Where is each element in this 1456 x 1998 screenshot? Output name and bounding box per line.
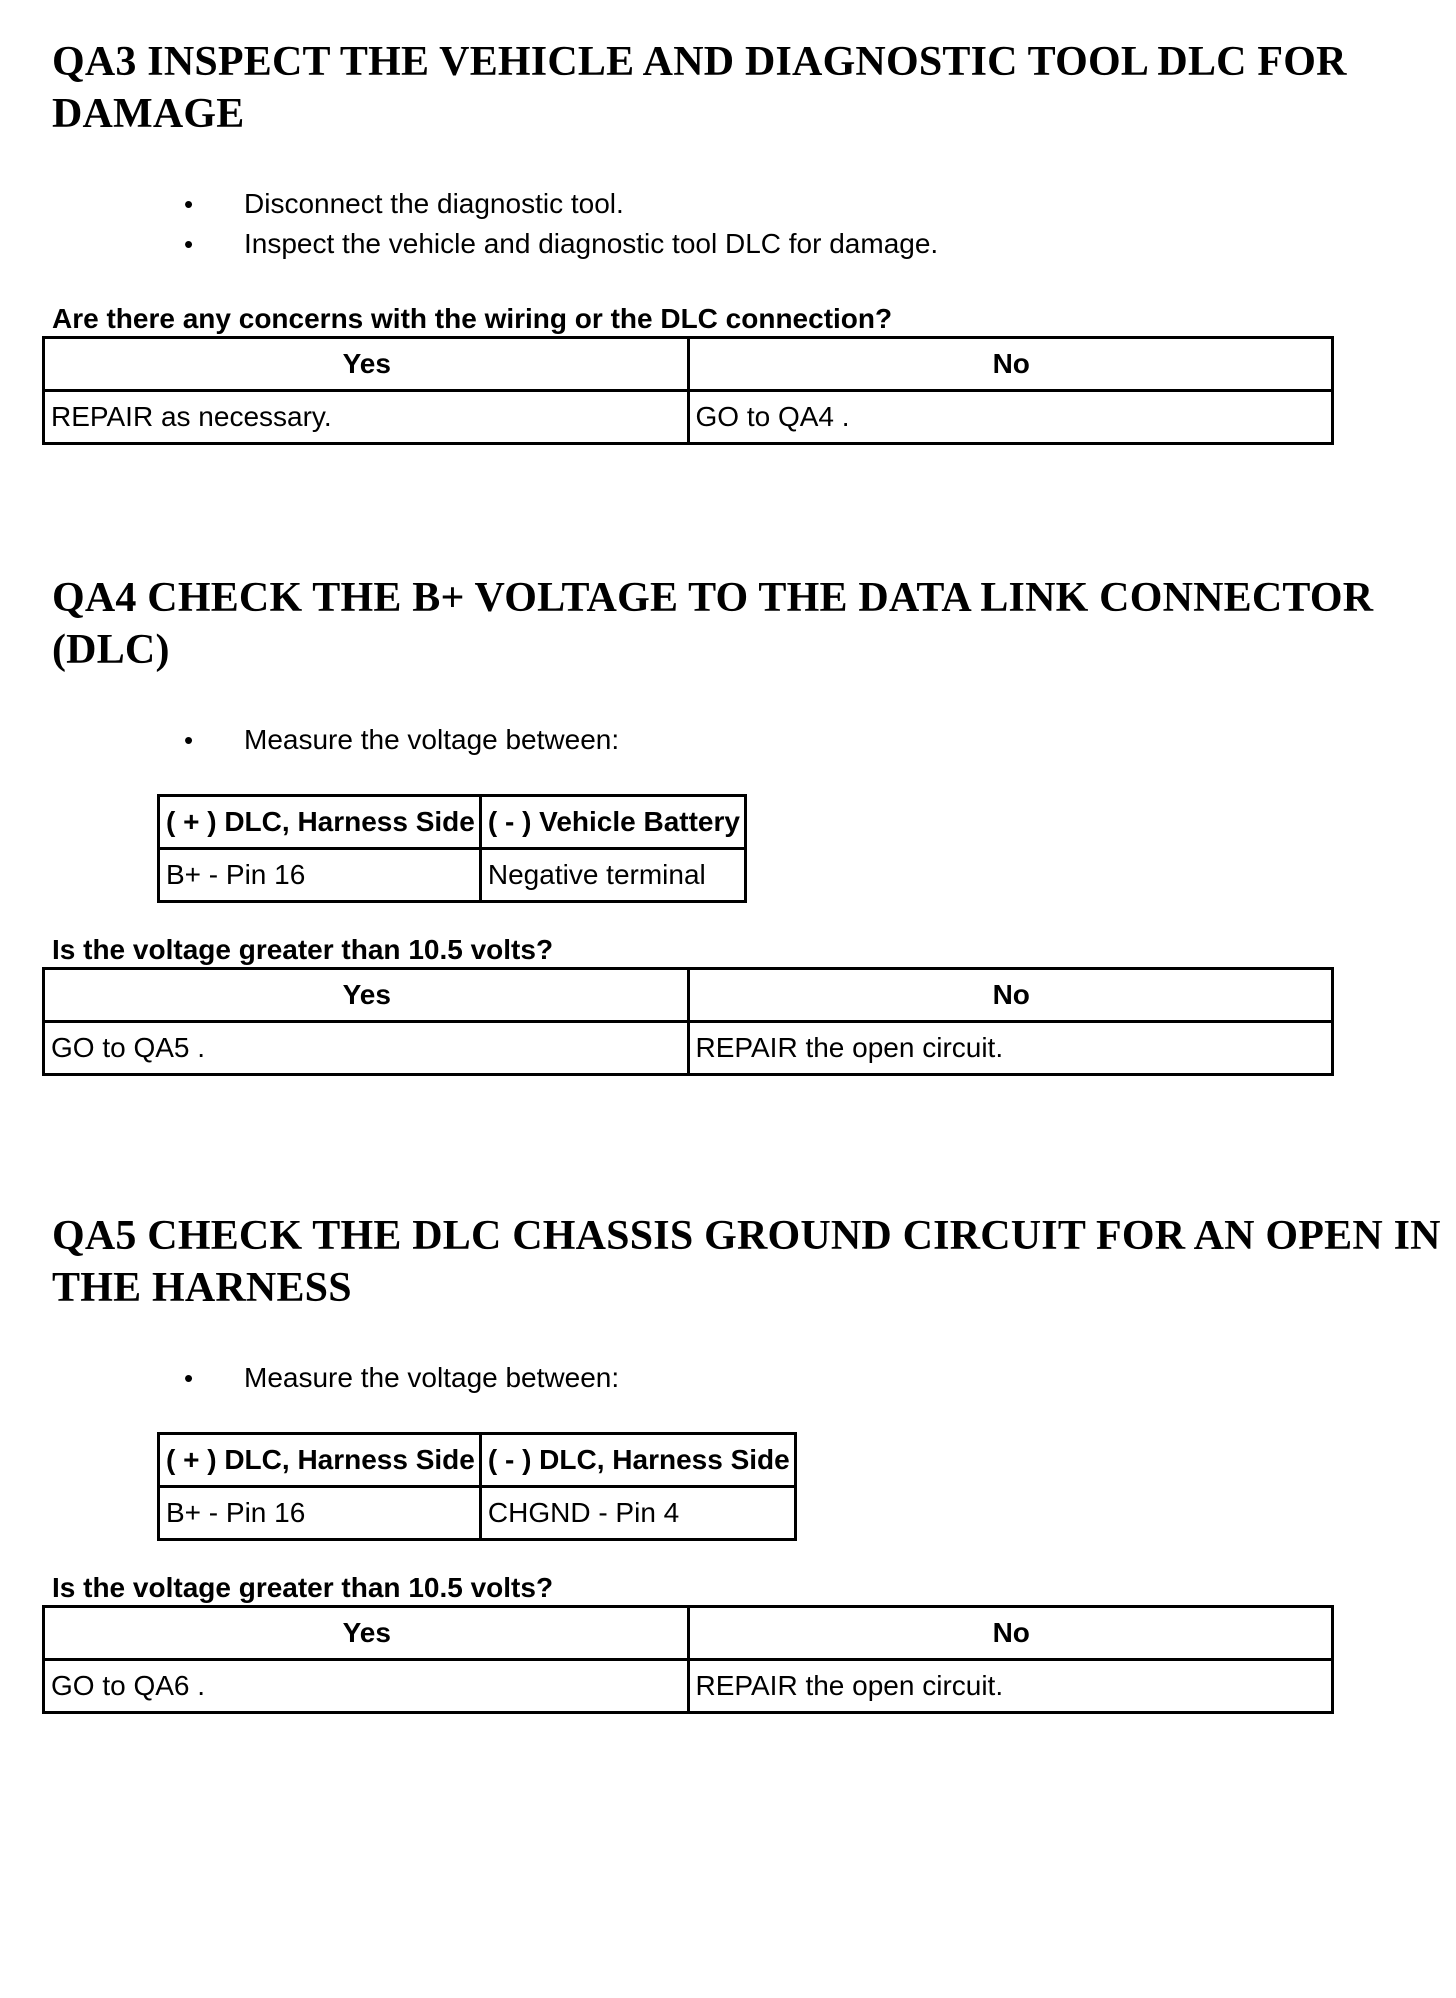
section-heading: QA4 CHECK THE B+ VOLTAGE TO THE DATA LINK CONNECTOR (DLC) [52,575,1374,673]
bullet-icon: • [184,725,194,755]
table-row [159,849,746,902]
bullet-list [184,1358,1456,1398]
section-qa5 [0,1210,1456,1714]
header-yes: Yes [44,969,689,1022]
header-no: No [688,338,1333,391]
cell-negative-point: Negative terminal [480,849,745,902]
header-negative-lead: ( - ) DLC, Harness Side [480,1434,795,1487]
header-negative-lead: ( - ) Vehicle Battery [480,796,745,849]
bullet-item [184,1358,1456,1398]
cell-no-action: REPAIR the open circuit. [688,1660,1333,1713]
bullet-list [184,720,1456,760]
bullet-icon: • [184,189,194,219]
table-header-row [44,338,1333,391]
cell-positive-point: B+ - Pin 16 [159,1487,481,1540]
header-yes: Yes [44,338,689,391]
answer-table [42,336,1334,445]
bullet-text: Inspect the vehicle and diagnostic tool DLC for damage. [244,228,939,259]
cell-yes-action: GO to QA6 . [44,1660,689,1713]
bullet-item [184,184,1456,224]
section-heading: QA5 CHECK THE DLC CHASSIS GROUND CIRCUIT FOR AN OPEN IN THE HARNESS [52,1213,1441,1311]
cell-yes-action: GO to QA5 . [44,1022,689,1075]
table-header-row [159,1434,796,1487]
section-qa4 [0,572,1456,1076]
bullet-item [184,224,1456,264]
bullet-item [184,720,1456,760]
answer-table [42,1605,1334,1714]
header-no: No [688,1607,1333,1660]
table-header-row [44,1607,1333,1660]
bullet-list [184,184,1456,264]
cell-positive-point: B+ - Pin 16 [159,849,481,902]
question-text: Are there any concerns with the wiring or the DLC connection? [52,303,893,334]
table-header-row [44,969,1333,1022]
section-qa3 [0,36,1456,445]
measure-table [157,794,747,903]
header-no: No [688,969,1333,1022]
cell-no-action: GO to QA4 . [688,391,1333,444]
question-text: Is the voltage greater than 10.5 volts? [52,934,554,965]
bullet-text: Disconnect the diagnostic tool. [244,188,624,219]
table-row [44,1022,1333,1075]
table-row [44,391,1333,444]
bullet-text: Measure the voltage between: [244,1362,620,1393]
measure-table [157,1432,797,1541]
cell-negative-point: CHGND - Pin 4 [480,1487,795,1540]
header-yes: Yes [44,1607,689,1660]
table-header-row [159,796,746,849]
answer-table [42,967,1334,1076]
cell-no-action: REPAIR the open circuit. [688,1022,1333,1075]
table-row [159,1487,796,1540]
question-text: Is the voltage greater than 10.5 volts? [52,1572,554,1603]
bullet-text: Measure the voltage between: [244,724,620,755]
header-positive-lead: ( + ) DLC, Harness Side [159,796,481,849]
section-heading: QA3 INSPECT THE VEHICLE AND DIAGNOSTIC TOOL DLC FOR DAMAGE [52,39,1347,137]
bullet-icon: • [184,1363,194,1393]
bullet-icon: • [184,229,194,259]
header-positive-lead: ( + ) DLC, Harness Side [159,1434,481,1487]
cell-yes-action: REPAIR as necessary. [44,391,689,444]
table-row [44,1660,1333,1713]
